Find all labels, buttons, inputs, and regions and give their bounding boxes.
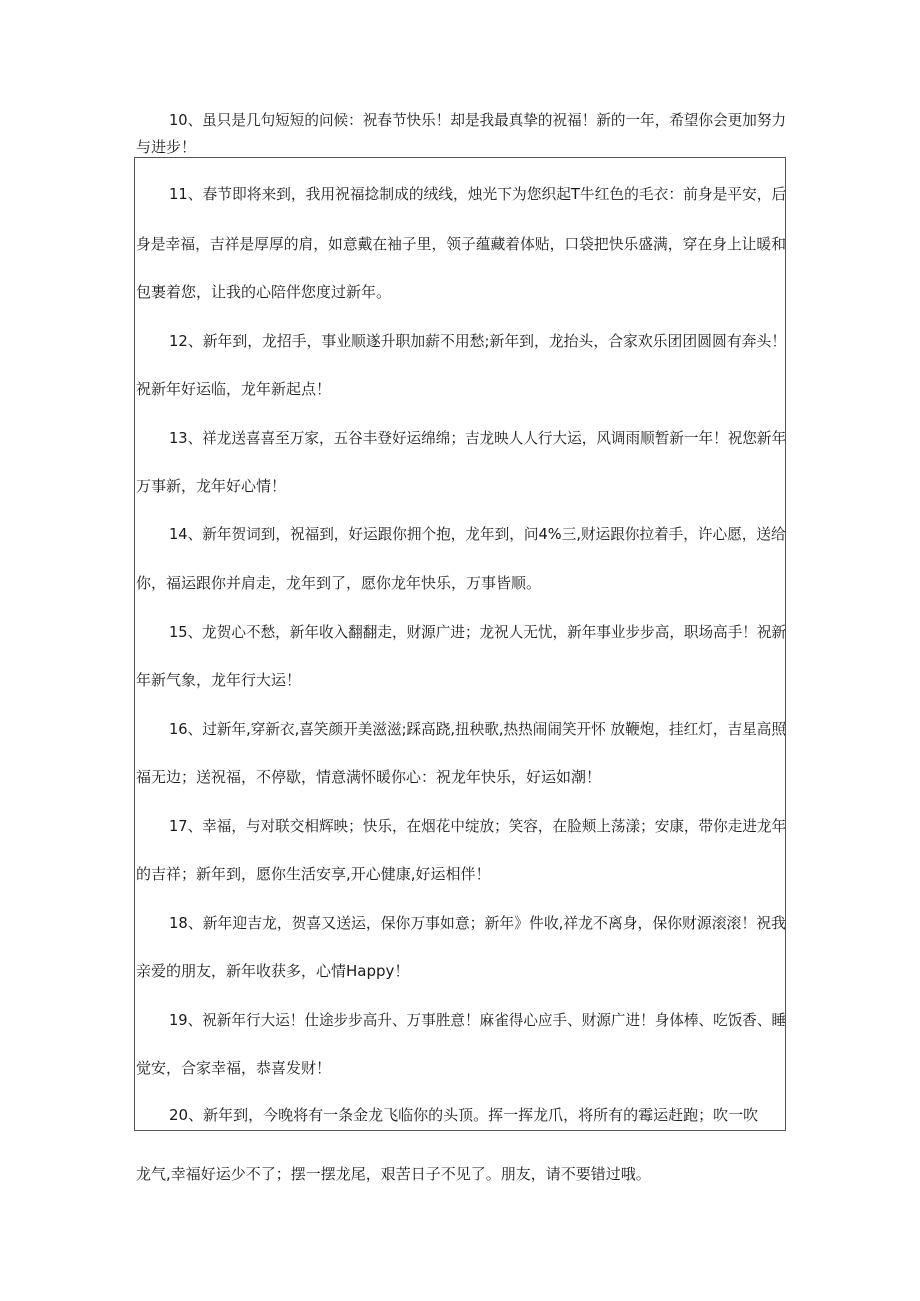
greeting-15-line-1: 15、龙贺心不愁，新年收入翻翻走，财源广进；龙祝人无忧，新年事业步步高，职场高手！祝新 [169,623,787,641]
greeting-17-line-1: 17、幸福，与对联交相辉映；快乐，在烟花中绽放；笑容，在脸颊上荡漾；安康，带你走进龙年 [169,817,787,835]
greeting-16-line-1: 16、过新年,穿新衣,喜笑颜开美滋滋;踩高跷,扭秧歌,热热闹闹笑开怀 放鞭炮，挂红灯，吉星高照 [169,720,786,738]
greeting-12-line-1: 12、新年到，龙招手，事业顺遂升职加薪不用愁;新年到，龙抬头，合家欢乐团团圆圆有奔头！ [169,332,787,350]
greeting-15-line-2: 年新气象，龙年行大运！ [136,671,302,689]
greeting-11-line-3: 包裹着您，让我的心陪伴您度过新年。 [136,283,392,301]
greetings-box [134,157,786,1131]
intro-line-2: 与进步！ [136,138,197,156]
greeting-14-line-1: 14、新年贺词到，祝福到，好运跟你拥个抱，龙年到，问4%三,财运跟你拉着手，许心愿，送给 [169,525,786,543]
outro-line-1: 龙气,幸福好运少不了；摆一摆龙尾，艰苦日子不见了。朋友，请不要错过哦。 [136,1165,651,1183]
greeting-17-line-2: 的吉祥；新年到，愿你生活安享,开心健康,好运相伴！ [136,865,491,883]
greeting-18-line-2: 亲爱的朋友，新年收获多，心情Happy！ [136,962,410,980]
greeting-16-line-2: 福无边；送祝福，不停歇，情意满怀暖你心：祝龙年快乐，好运如潮！ [136,768,602,786]
greeting-19-line-1: 19、祝新年行大运！仕途步步高升、万事胜意！麻雀得心应手、财源广进！身体棒、吃饭香、睡 [169,1011,787,1029]
greeting-11-line-2: 身是幸福，吉祥是厚厚的肩，如意戴在袖子里，领子蕴藏着体贴，口袋把快乐盛满，穿在身上让暖和 [136,235,786,253]
greeting-20-line-1: 20、新年到，今晚将有一条金龙飞临你的头顶。挥一挥龙爪，将所有的霉运赶跑；吹一吹 [169,1106,759,1124]
greeting-14-line-2: 你，福运跟你并肩走，龙年到了，愿你龙年快乐，万事皆顺。 [136,574,542,592]
greeting-13-line-1: 13、祥龙送喜喜至万家，五谷丰登好运绵绵；吉龙映人人行大运，风调雨顺暂新一年！祝您新年 [169,429,787,447]
greeting-12-line-2: 祝新年好运临，龙年新起点！ [136,380,332,398]
greeting-11-line-1: 11、春节即将来到，我用祝福捻制成的绒线，烛光下为您织起T牛红色的毛衣：前身是平安，后 [169,185,787,203]
greeting-19-line-2: 觉安，合家幸福，恭喜发财！ [136,1059,332,1077]
intro-line-1: 10、虽只是几句短短的问候：祝春节快乐！却是我最真挚的祝福！新的一年，希望你会更加努力 [169,111,787,129]
greeting-13-line-2: 万事新，龙年好心情！ [136,477,287,495]
greeting-18-line-1: 18、新年迎吉龙，贺喜又送运，保你万事如意；新年》件收,祥龙不离身，保你财源滚滚！祝我 [169,914,786,932]
